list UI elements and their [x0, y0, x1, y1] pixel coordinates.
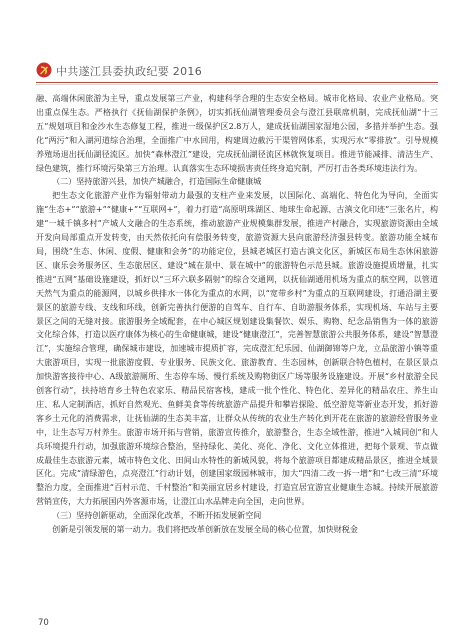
paragraph: 融、高端休闲旅游为主导，重点发展第三产业，构建科学合理的生态安全格局。城市化格局、农业产业格局。突出重点保生态。严格执行《抚仙湖保护条例》，切实抓抚仙湖管理委员会与澄江县联席机制，完成抚仙湖“十三五”规划项目和金沙水生态修复工程，推进一级保护区2.8万人，建成抚仙湖国家湿地公园，多措并举护生态。强化“两污”和入湖河道综合治理，全面推广中水回用，构建周边截污干渠管网体系，实现污水“零排放”。引导规模养殖场退出抚仙湖径流区。加快“森林澄江”建设，完成抚仙湖径流区林就恢复项目。推进节能减排、清洁生产、绿色建筑，推行环境污染第三方治理。认真落实生态环境损害责任终身追究制，严厉打击各类环境违法行为。 — [36, 94, 438, 173]
paragraph: 把生态文化旅游产业作为辐射带动力最强的支柱产业来发展，以国际化、高端化、特色化为导向，全面实施“生态+”“旅游+”“健康+”“互联网+”，着力打造“高原明珠湖区、地球生命起源、古滇文化印迹”三张名片，构建“一城千镇多村”产城人文融合的生态系统，推动旅游产业规模集群发展，推进产村融合，实现旅游资源由全域开发向局部重点开发转变，由天然依托向有偿服务转变，旅游资源大县向旅游经济强县转变。旅游功能全城布局，围绕“生态、休闲、度假、健康和会务”的功能定位，县城老城区打造古滇文化区，新城区布局生态休闲旅游区、康乐会务服务区、生态旅居区、建设“城在景中、景在城中”的旅游特色示范县城。旅游设施提质增量，扎实推进“五网”基础设施建设，抓好以“三环六联多隔射”的综合交通网，以抚仙湖通用机场为重点的航空网，以管道天然气为重点的能源网，以城乡供排水一体化为重点的水网，以“宽带乡村”为重点的互联网建设，打通沿湖主要景区的旅游专线、支线和环线，创新完善执行便游的自驾车、自行车、自助游服务体系，实现机场、车站与主要景区之间的无缝对接。旅游服务全域配套，在中心城区规划建设集餐饮、娱乐、购物、纪念品销售为一体的旅游文化综合体，打造以医疗康体为核心的生命健康城，建设“健康澄江”，完善智慧旅游公共服务体系，建设“智慧澄江”，实施综合管理，确保城市建设，加速城市提质扩容，完成澄汇纪乐园、仙湖御锦等户龙，立品旅游小镇等重大旅游项目，实现一批旅游度假、专业服务、民族文化、旅游教育、生态园林，创新联合特色植村，在景区景点加快游客接待中心、A级旅游厕所、生态停车场、慢行系统及购物街区广场等服务设施建设。开展“乡村旅游全民创客行动”，扶持培育乡土特色农家乐、精品民宿客栈，建成一批个性化、特色化、差异化的精品农庄、养生山庄、私人定制酒店，抓好自然观光、鱼鲜美食等传统旅游产品提升和攀岩探险、低空游览等新业态开发，抓好游客乡土元化的消费需求，让抚仙湖的生态美丰富，让群众从传统的农业生产转化到开花在旅游的旅游经营服务业中，让生态写万村养生。旅游市场开拓与营销，旅游宣传推介，旅游整合，生态全域性游，推进“入城同创”和人兵环境提升行动，加强旅游环境综合整治，坚持绿化、美化、亮化、净化、文化立体推进，把每个景观、节点做成最佳生态旅游元素，城市特色文化、田间山水特性的新城风貌，将每个旅游项目都建成精品景区，推进全域景区化。完成“清绿游色，点亮澄江”行动计划，创建国家级园林城市，加大“四清二改一拆一增”和“七改三清”环境整治力度，全面推进“百村示范、千村整治”和美丽宜居乡村建设，打造宜居宜游宜业健康生态城。持续开展旅游营销宣传，大力拓展国内外客源市场，让澄江山水品牌走向全国，走向世界。 — [36, 191, 438, 507]
section-subheading: （三）坚持创新驱动，全面深化改革，不断开拓发展新空间 — [52, 511, 262, 521]
body-text — [36, 92, 438, 537]
page-number: 70 — [38, 618, 49, 628]
party-emblem-icon — [36, 62, 52, 78]
header-divider-thin — [36, 84, 438, 85]
header-divider — [36, 82, 438, 83]
running-header-title: 中共遂江县委执政纪要 2016 — [56, 65, 202, 78]
section-subheading: （二）坚持旅游兴县，加快产城融合，打造国际生命健康城 — [52, 177, 262, 187]
paragraph: 创新是引领发展的第一动力。我们将把改革创新放在发展全局的核心位置，加快财税金 — [52, 525, 358, 535]
